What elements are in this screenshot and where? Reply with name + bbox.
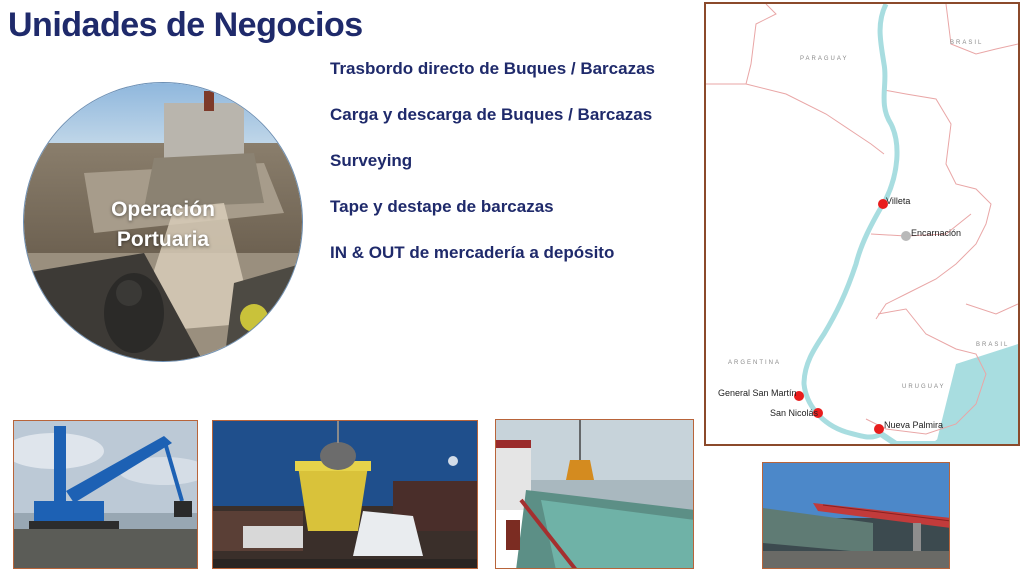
circle-label-line1: Operación xyxy=(111,198,215,221)
port-label-san-nicolas: San Nicolás xyxy=(770,408,819,418)
port-label-encarnacion: Encarnación xyxy=(911,228,962,238)
route-map xyxy=(704,2,1020,446)
port-dot-encarnacion xyxy=(901,231,911,241)
crane-image xyxy=(14,421,198,569)
mobile-harbor-crane-photo xyxy=(13,420,198,569)
country-label-brasil-top: BRASIL xyxy=(950,40,984,46)
grab-image xyxy=(496,420,694,569)
map-graphic xyxy=(706,4,1018,444)
list-item: IN & OUT de mercadería a depósito xyxy=(330,243,615,262)
barge-conveyor-photo xyxy=(762,462,950,569)
circle-label xyxy=(24,195,302,255)
business-units-list xyxy=(330,58,655,288)
conveyor-image xyxy=(763,463,950,569)
hopper-image xyxy=(213,421,478,569)
list-item: Surveying xyxy=(330,151,413,170)
port-label-nueva-palmira: Nueva Palmira xyxy=(884,420,944,430)
port-dot-nueva-palmira xyxy=(874,424,884,434)
port-operation-photo xyxy=(23,82,303,362)
port-label-general-san-martin: General San Martín xyxy=(718,388,797,398)
ship-deck-grab-photo xyxy=(495,419,694,569)
list-item: Tape y destape de barcazas xyxy=(330,197,554,216)
slide-title: Unidades de Negocios xyxy=(8,6,363,44)
country-label-uruguay: URUGUAY xyxy=(902,384,946,390)
list-item: Carga y descarga de Buques / Barcazas xyxy=(330,105,653,124)
country-label-argentina: ARGENTINA xyxy=(728,360,782,366)
circle-label-line2: Portuaria xyxy=(116,228,210,251)
country-label-paraguay: PARAGUAY xyxy=(800,56,849,62)
port-label-villeta: Villeta xyxy=(886,196,911,206)
night-loading-hopper-photo xyxy=(212,420,478,569)
list-item: Trasbordo directo de Buques / Barcazas xyxy=(330,59,655,78)
country-label-brasil-bottom: BRASIL xyxy=(976,342,1010,348)
